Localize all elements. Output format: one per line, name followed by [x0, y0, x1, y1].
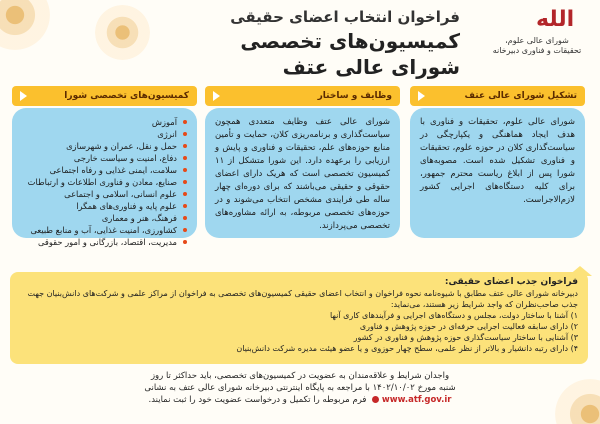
list-item: علوم انسانی، اسلامی و اجتماعی — [22, 188, 187, 200]
call-item: ۳) آشنایی با ساختار سیاست‌گذاری حوزه پژوهش و فناوری در کشور — [353, 333, 578, 342]
column-tab-label: تشکیل شورای عالی عتف — [464, 91, 577, 101]
column-formation — [410, 86, 585, 226]
bullet-icon — [372, 396, 379, 403]
title-line1: فراخوان انتخاب اعضای حقیقی — [230, 8, 460, 26]
column-duties — [205, 86, 400, 231]
column-commissions — [12, 86, 197, 247]
column-tab-label: وظایف و ساختار — [317, 91, 392, 101]
call-box — [10, 272, 588, 364]
footer-line — [60, 394, 540, 406]
list-item: حمل و نقل، عمران و شهرسازی — [22, 140, 187, 152]
list-item: فرهنگ، هنر و معماری — [22, 212, 187, 224]
list-item: علوم پایه و فناوری‌های همگرا — [22, 200, 187, 212]
poster-header — [170, 6, 460, 80]
flower-ornament-icon — [95, 5, 150, 60]
arrow-icon — [418, 91, 425, 101]
org-name: شورای عالی علوم، تحقیقات و فناوری دبیرخانه — [492, 36, 582, 55]
commission-list — [22, 116, 187, 248]
arrow-icon — [20, 91, 27, 101]
column-tab — [205, 86, 400, 106]
list-item: آموزش — [22, 116, 187, 128]
list-item: کشاورزی، امنیت غذایی، آب و منابع طبیعی — [22, 224, 187, 236]
footer-note — [60, 370, 540, 406]
call-tab-icon — [568, 266, 592, 276]
list-item: صنایع، معادن و فناوری اطلاعات و ارتباطات — [22, 176, 187, 188]
list-item: مدیریت، اقتصاد، بازرگانی و امور حقوقی — [22, 236, 187, 248]
column-tab-label: کمیسیون‌های تخصصی شورا — [64, 91, 189, 101]
column-tab — [12, 86, 197, 106]
iran-emblem-icon: الله — [536, 7, 575, 32]
corner-ornament-icon — [555, 379, 600, 424]
list-item: دفاع، امنیت و سیاست خارجی — [22, 152, 187, 164]
footer-line3: فرم مربوطه را تکمیل و درخواست عضویت خود را ثبت نمایند. — [148, 395, 367, 405]
footer-line: شنبه مورخ ۱۴۰۲/۱۰/۰۲ با مراجعه به پایگاه اینترنتی دبیرخانه شورای عالی عتف به نشانی — [144, 383, 456, 393]
call-item: ۴) دارای رتبه دانشیار و بالاتر از نظر علمی، سطح چهار حوزوی و یا عضو هیئت مدیره شرکت دانش‌بنیان — [236, 344, 578, 353]
commission-list-box — [12, 108, 197, 247]
call-heading: فراخوان جذب اعضای حقیقی: — [444, 277, 578, 287]
column-tab — [410, 86, 585, 106]
call-intro: دبیرخانه شورای عالی عتف مطابق با شیوه‌نامه نحوه فراخوان و انتخاب اعضای حقیقی کمیسیون‌های تخصصی به فراخوان از مراکز علمی و شرکت‌های دانش‌بنیان جهت جذب صاحب‌نظران که واجد شرایط زیر هستند، می‌نماید: — [27, 289, 578, 309]
list-item: سلامت، ایمنی غذایی و رفاه اجتماعی — [22, 164, 187, 176]
corner-ornament-icon — [0, 0, 50, 50]
footer-line: واجدان شرایط و علاقه‌مندان به عضویت در کمیسیون‌های تخصصی، باید حداکثر تا روز — [150, 371, 450, 381]
column-text: شورای عالی علوم، تحقیقات و فناوری با هدف ایجاد هماهنگی و یکپارچگی در سیاست‌گذاری کلان در حوزه علوم، تحقیقات و فناوری تشکیل شده است. مصوبه‌های شورا پس از ابلاغ ریاست محترم جمهور، برای کلیه دستگاه‌های اجرایی کشور لازم‌الاجراست. — [410, 108, 585, 238]
arrow-icon — [213, 91, 220, 101]
column-text: شورای عالی عتف وظایف متعددی همچون سیاست‌گذاری و برنامه‌ریزی کلان، حمایت و تأمین منابع حوزه‌های علم، تحقیقات و فناوری و پایش و ارزیابی را برعهده دارد. این شورا متشکل از ۱۱ کمیسیون تخصصی است که هریک دارای اعضای حقوقی و حقیقی می‌باشند که برای دوره‌ای چهار ساله طی فرایندی مشخص انتخاب می‌شوند و در حوزه‌های تخصصی مربوطه، به ارائه مشاوره‌های تخصصی می‌پردازند. — [205, 108, 400, 238]
title-line2: کمیسیون‌های تخصصی شورای عالی عتف — [240, 29, 460, 79]
list-item: انرژی — [22, 128, 187, 140]
website-link[interactable]: www.atf.gov.ir — [381, 395, 452, 405]
call-item: ۱) آشنا با ساختار دولت، مجلس و دستگاه‌های اجرایی و فرآیندهای کاری آنها — [329, 311, 578, 320]
call-item: ۲) دارای سابقه فعالیت اجرایی حرفه‌ای در حوزه پژوهش و فناوری — [359, 322, 578, 331]
